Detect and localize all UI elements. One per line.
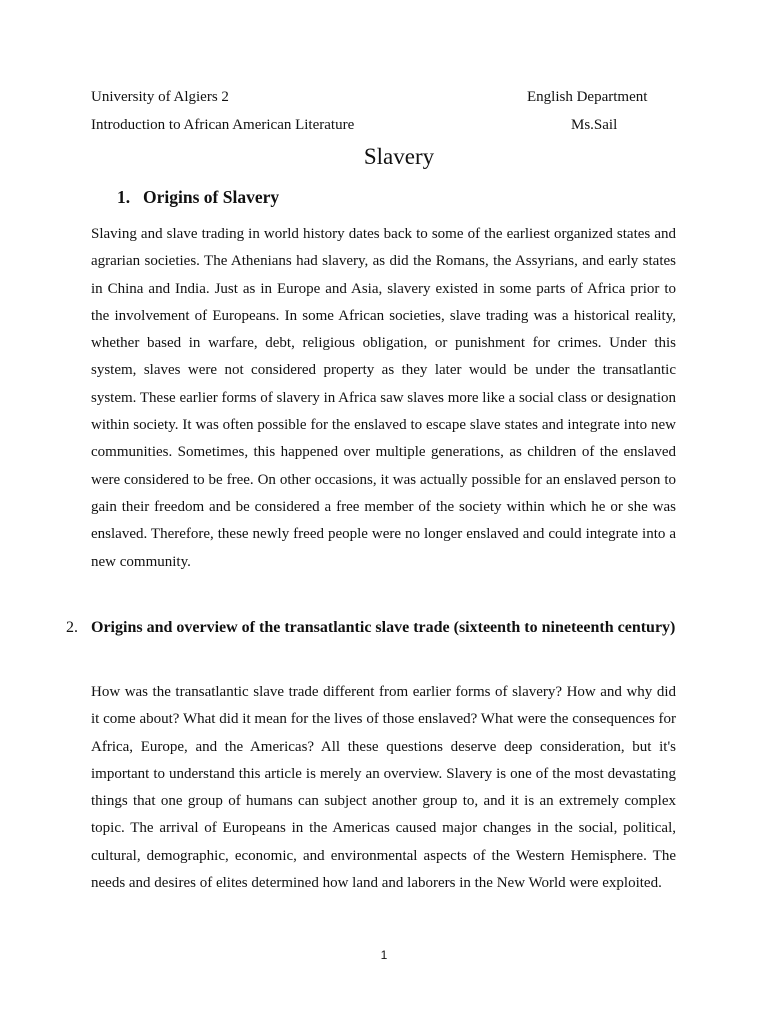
- header-course: Introduction to African American Literature: [91, 117, 355, 133]
- header-institution: University of Algiers 2: [91, 89, 229, 105]
- section-1-number: 1.: [117, 187, 131, 207]
- section-2-heading: [66, 614, 676, 642]
- header-department: English Department: [527, 89, 648, 105]
- document-title: Slavery: [363, 144, 435, 169]
- section-2-number: 2.: [66, 619, 78, 636]
- page-number: 1: [380, 948, 388, 962]
- header-instructor: Ms.Sail: [571, 117, 618, 133]
- section-1-heading: [117, 185, 279, 209]
- section-1-title: Origins of Slavery: [143, 187, 280, 207]
- section-2-paragraph: How was the transatlantic slave trade different from earlier forms of slavery? How and why did it come about? What did it mean for the lives of those enslaved? What were the consequences for Africa, Europe, and the Americas? All these questions deserve deep consideration, but it's important to understand this article is merely an overview. Slavery is one of the most devastating things that one group of humans can subject another group to, and it is an extremely complex topic. The arrival of Europeans in the Americas caused major changes in the social, political, cultural, demographic, economic, and environmental aspects of the Western Hemisphere. The needs and desires of elites determined how land and laborers in the New World were exploited.: [91, 684, 676, 892]
- section-2-title: Origins and overview of the transatlantic slave trade (sixteenth to nineteenth century): [91, 619, 676, 636]
- section-1-paragraph: Slaving and slave trading in world history dates back to some of the earliest organized states and agrarian societies. The Athenians had slavery, as did the Romans, the Assyrians, and early states in China and India. Just as in Europe and Asia, slavery existed in some parts of Africa prior to the involvement of Europeans. In some African societies, slave trading was a historical reality, whether based in warfare, debt, religious obligation, or punishment for crimes. Under this system, slaves were not considered property as they later would be under the transatlantic system. These earlier forms of slavery in Africa saw slaves more like a social class or designation within society. It was often possible for the enslaved to escape slave states and integrate into new communities. Sometimes, this happened over multiple generations, as children of the enslaved were considered to be free. On other occasions, it was actually possible for an enslaved person to gain their freedom and be considered a free member of the society within which he or she was enslaved. Therefore, these newly freed people were no longer enslaved and could integrate into a new community.: [91, 226, 676, 570]
